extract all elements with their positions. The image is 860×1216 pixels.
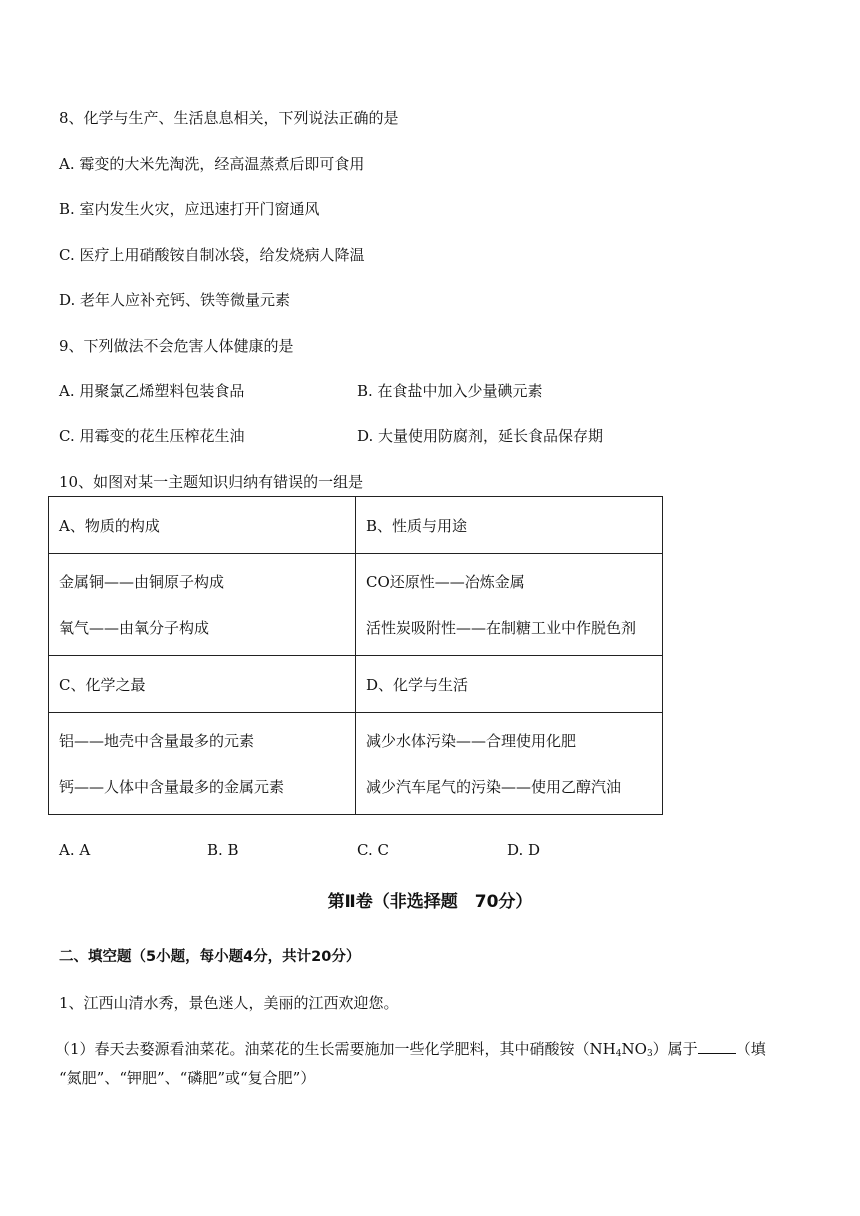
answer-blank[interactable] xyxy=(698,1039,736,1054)
subscript-3: 3 xyxy=(646,1049,653,1059)
fill1-sub1-text-a: （1）春天去婺源看油菜花。油菜花的生长需要施加一些化学肥料，其中硝酸铵（NH xyxy=(55,1040,616,1058)
cell-c-head: C、化学之最 xyxy=(49,656,356,713)
q10-stem: 10、如图对某一主题知识归纳有错误的一组是 xyxy=(59,473,364,491)
subscript-4: 4 xyxy=(615,1049,622,1059)
cell-d-body xyxy=(356,713,663,815)
fill1-sub1-text-c: （填 xyxy=(735,1040,766,1058)
q8-option-b: B. 室内发生火灾，应迅速打开门窗通风 xyxy=(59,200,320,218)
part2-title: 第Ⅱ卷（非选择题 70分） xyxy=(327,892,533,912)
section2-title: 二、填空题（5小题，每小题4分，共计20分） xyxy=(59,949,361,965)
q9-stem: 9、下列做法不会危害人体健康的是 xyxy=(59,337,294,355)
q9-option-c: C. 用霉变的花生压榨花生油 xyxy=(59,427,245,445)
fill1-intro: 1、江西山清水秀，景色迷人，美丽的江西欢迎您。 xyxy=(59,994,399,1012)
cell-c-body xyxy=(49,713,356,815)
cell-a-line-1: 金属铜——由铜原子构成 xyxy=(59,572,225,591)
fill1-sub1-text-b: ）属于 xyxy=(652,1040,698,1058)
q9-option-a: A. 用聚氯乙烯塑料包装食品 xyxy=(59,382,245,400)
q8-option-c: C. 医疗上用硝酸铵自制冰袋，给发烧病人降温 xyxy=(59,246,365,264)
q10-option-c: C. C xyxy=(357,841,389,859)
knowledge-table xyxy=(48,496,663,815)
cell-d-head: D、化学与生活 xyxy=(356,656,663,713)
cell-b-line-2: 活性炭吸附性——在制糖工业中作脱色剂 xyxy=(366,618,637,637)
cell-c-line-1: 铝——地壳中含量最多的元素 xyxy=(59,731,255,750)
q10-option-d: D. D xyxy=(507,841,541,859)
q9-option-b: B. 在食盐中加入少量碘元素 xyxy=(357,382,543,400)
cell-a-head: A、物质的构成 xyxy=(49,497,356,554)
fill1-sub1-line2: “氮肥”、“钾肥”、“磷肥”或“复合肥”） xyxy=(59,1069,316,1087)
fill1-sub1-line1 xyxy=(55,1039,766,1064)
cell-b-line-1: CO还原性——冶炼金属 xyxy=(366,572,525,591)
q9-option-d: D. 大量使用防腐剂，延长食品保存期 xyxy=(357,427,604,445)
cell-d-line-2: 减少汽车尾气的污染——使用乙醇汽油 xyxy=(366,777,622,796)
cell-b-body xyxy=(356,554,663,656)
cell-c-line-2: 钙——人体中含量最多的金属元素 xyxy=(59,777,285,796)
fill1-sub1-text-m: NO xyxy=(621,1040,647,1058)
cell-a-line-2: 氧气——由氧分子构成 xyxy=(59,618,210,637)
q8-option-a: A. 霉变的大米先淘洗，经高温蒸煮后即可食用 xyxy=(59,155,365,173)
q10-option-b: B. B xyxy=(207,841,239,859)
q10-option-a: A. A xyxy=(59,841,91,859)
cell-b-head: B、性质与用途 xyxy=(356,497,663,554)
q8-option-d: D. 老年人应补充钙、铁等微量元素 xyxy=(59,291,291,309)
cell-d-line-1: 减少水体污染——合理使用化肥 xyxy=(366,731,577,750)
q8-stem: 8、化学与生产、生活息息相关，下列说法正确的是 xyxy=(59,109,399,127)
cell-a-body xyxy=(49,554,356,656)
